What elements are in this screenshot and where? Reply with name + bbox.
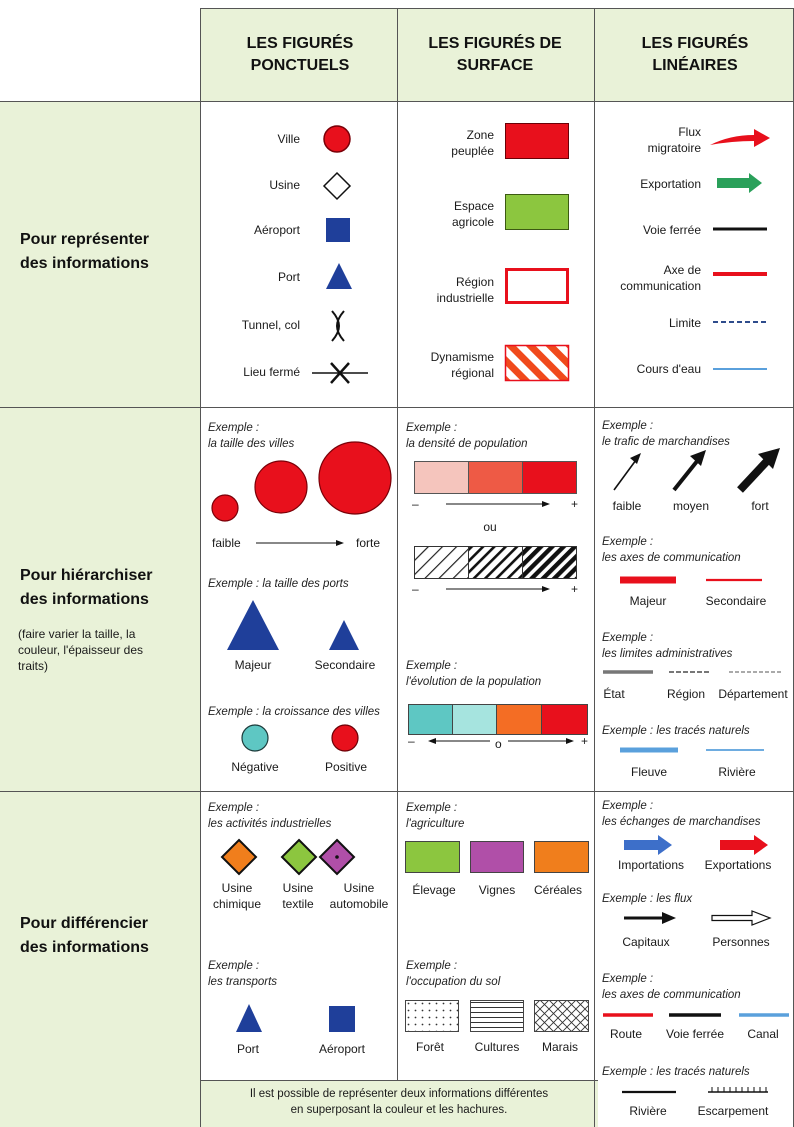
ex-limites: Exemple : les limites administratives: [602, 632, 733, 660]
occupation-swatches: [405, 1000, 590, 1033]
ex-transports: Exemple : les transports: [208, 960, 278, 988]
echanges-arrows: [624, 834, 774, 856]
traces-hier-lines: [620, 745, 766, 755]
zone-peuplee-swatch: [505, 123, 569, 159]
densite-hatch-scale: [414, 546, 577, 580]
label-tunnel: Tunnel, col: [241, 318, 300, 332]
header-surface: LES FIGURÉS DE SURFACE: [428, 35, 562, 74]
label-etat: État: [603, 687, 625, 701]
label-port-majeur: Majeur: [234, 658, 272, 672]
label-lieu-ferme: Lieu fermé: [243, 365, 300, 379]
exportation-arrow-icon: [717, 172, 763, 194]
tunnel-icon: [328, 310, 348, 342]
label-cereales: Céréales: [533, 883, 583, 897]
label-cultures: Cultures: [474, 1040, 520, 1054]
label-riviere-hier: Rivière: [718, 765, 756, 779]
label-trafic-moyen: moyen: [672, 499, 710, 513]
densite-arrow-1: [446, 499, 550, 509]
evolution-zero: o: [495, 737, 502, 751]
label-villes-faible: faible: [212, 536, 241, 550]
flux-migratoire-arrow-icon: [708, 123, 772, 151]
label-axe-secondaire: Secondaire: [705, 594, 767, 608]
ex-ports: Exemple : la taille des ports: [208, 578, 349, 590]
label-riviere-diff: Rivière: [629, 1104, 667, 1118]
label-capitaux: Capitaux: [622, 935, 670, 949]
espace-agricole-swatch: [505, 194, 569, 230]
ex-occupation: Exemple : l'occupation du sol: [406, 960, 501, 988]
label-importations: Importations: [617, 858, 685, 872]
label-transport-aeroport: Aéroport: [318, 1042, 366, 1056]
label-voie-ferree: Voie ferrée: [642, 223, 701, 237]
ex-flux: Exemple : les flux: [602, 893, 693, 905]
industry-diamonds: [220, 838, 356, 876]
label-trafic-faible: faible: [612, 499, 642, 513]
blue-square-icon: [326, 218, 350, 242]
cross-icon: [312, 360, 368, 386]
label-aeroport: Aéroport: [253, 223, 300, 237]
ex-evolution: Exemple : l'évolution de la population: [406, 660, 542, 688]
evolution-minus: –: [408, 734, 415, 748]
label-dynamisme: Dynamisme régional: [430, 350, 494, 380]
label-region: Région: [666, 687, 706, 701]
label-trafic-fort: fort: [751, 499, 769, 513]
label-exportation: Exportation: [640, 177, 701, 191]
label-escarpement: Escarpement: [697, 1104, 769, 1118]
evolution-color-scale: [408, 704, 588, 736]
ex-trafic: Exemple : le trafic de marchandises: [602, 420, 730, 448]
label-cours-eau: Cours d'eau: [636, 362, 701, 376]
limite-line: [713, 320, 767, 324]
ex-villes: Exemple : la taille des villes: [208, 422, 295, 450]
header-lineaires: LES FIGURÉS LINÉAIRES: [641, 35, 749, 74]
axes-hier-lines: [620, 575, 764, 585]
region-industrielle-swatch: [505, 268, 569, 304]
label-usine-automobile: Usine automobile: [329, 881, 389, 911]
label-departement: Département: [718, 687, 788, 701]
label-transport-port: Port: [236, 1042, 260, 1056]
ex-axes-hier: Exemple : les axes de communication: [602, 536, 741, 564]
evolution-plus: +: [581, 734, 589, 748]
cours-eau-line: [713, 367, 767, 371]
label-ou: ou: [483, 520, 497, 534]
label-axe-communication: Axe de communication: [620, 263, 701, 293]
city-size-circles: [210, 440, 395, 528]
label-villes-forte: forte: [356, 536, 381, 550]
red-circle-icon: [322, 124, 352, 154]
label-route: Route: [609, 1027, 643, 1041]
ex-traces-diff: Exemple : les tracés naturels: [602, 1066, 750, 1078]
ex-echanges: Exemple : les échanges de marchandises: [602, 800, 761, 828]
densite-color-scale: [414, 461, 577, 495]
traces-diff-lines: [622, 1086, 770, 1098]
densite-minus-2: –: [412, 582, 419, 596]
trafic-arrows: [610, 446, 790, 496]
port-size-triangles: [226, 598, 366, 652]
voie-ferree-line: [713, 227, 767, 231]
densite-plus-2: +: [571, 582, 579, 596]
label-usine: Usine: [269, 178, 300, 192]
label-region-industrielle: Région industrielle: [436, 275, 494, 305]
label-negative: Négative: [231, 760, 279, 774]
row-note-hierarchiser: (faire varier la taille, la couleur, l'épaisseur des traits): [18, 627, 144, 673]
transport-symbols: [235, 1002, 359, 1034]
label-axe-majeur: Majeur: [629, 594, 667, 608]
row-title-differencier: Pour différencier des informations: [20, 915, 149, 956]
label-usine-textile: Usine textile: [282, 881, 314, 911]
label-canal: Canal: [747, 1027, 779, 1041]
limites-lines: [603, 668, 785, 676]
ex-axes-diff: Exemple : les axes de communication: [602, 973, 741, 1001]
label-vignes: Vignes: [478, 883, 516, 897]
label-ville: Ville: [277, 132, 300, 146]
row-title-representer: Pour représenter des informations: [20, 231, 149, 272]
axe-communication-line: [713, 271, 767, 277]
header-ponctuels: LES FIGURÉS PONCTUELS: [246, 35, 354, 74]
label-usine-chimique: Usine chimique: [212, 881, 262, 911]
label-positive: Positive: [324, 760, 368, 774]
label-fleuve: Fleuve: [630, 765, 668, 779]
label-personnes: Personnes: [712, 935, 770, 949]
label-port-secondaire: Secondaire: [314, 658, 376, 672]
label-marais: Marais: [541, 1040, 579, 1054]
densite-arrow-2: [446, 584, 550, 594]
row-title-hierarchiser: Pour hiérarchiser des informations: [20, 567, 153, 608]
dynamisme-swatch: [505, 345, 569, 381]
ex-croissance: Exemple : la croissance des villes: [208, 706, 380, 718]
diamond-outline-icon: [323, 172, 351, 200]
label-foret: Forêt: [415, 1040, 445, 1054]
agriculture-swatches: [405, 841, 590, 874]
ex-densite: Exemple : la densité de population: [406, 422, 528, 450]
label-port: Port: [277, 270, 300, 284]
label-zone-peuplee: Zone peuplée: [451, 128, 494, 158]
blue-triangle-icon: [325, 262, 353, 290]
croissance-circles: [240, 723, 360, 753]
densite-minus-1: –: [412, 497, 419, 511]
footnote: Il est possible de représenter deux informations différentes en superposant la couleur et les hachures.: [249, 1088, 549, 1116]
label-flux-migratoire: Flux migratoire: [647, 125, 701, 155]
label-exportations: Exportations: [704, 858, 772, 872]
villes-scale-arrow: [256, 538, 344, 548]
ex-traces-hier: Exemple : les tracés naturels: [602, 725, 750, 737]
densite-plus-1: +: [571, 497, 579, 511]
flux-arrows: [624, 910, 774, 926]
label-espace-agricole: Espace agricole: [451, 199, 494, 229]
axes-diff-lines: [603, 1011, 789, 1019]
ex-industries: Exemple : les activités industrielles: [208, 802, 332, 830]
label-voie-ferree-diff: Voie ferrée: [665, 1027, 725, 1041]
ex-agriculture: Exemple : l'agriculture: [406, 802, 465, 830]
label-elevage: Élevage: [412, 883, 456, 897]
label-limite: Limite: [668, 316, 701, 330]
evolution-arrows: [428, 736, 578, 746]
